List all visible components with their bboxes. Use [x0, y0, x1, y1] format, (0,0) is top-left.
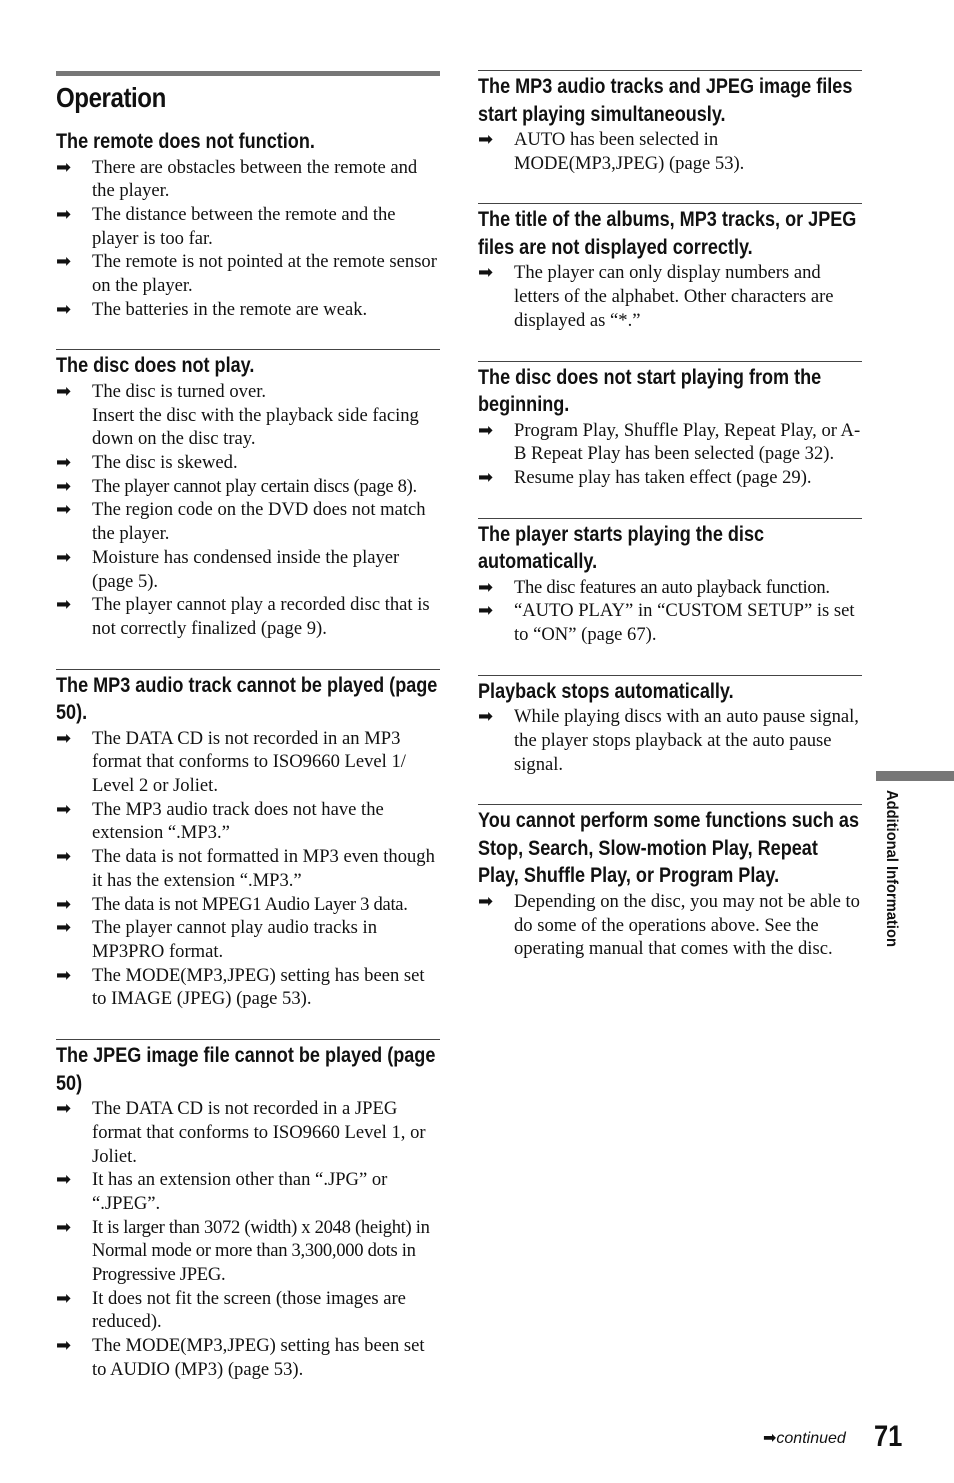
- item-text: The player cannot play a recorded disc that is not correctly finalized (page 9).: [92, 594, 430, 639]
- list-item: [56, 1287, 440, 1334]
- arrow-icon: ➡: [56, 203, 72, 225]
- arrow-icon: ➡: [56, 1335, 72, 1357]
- continued-text: continued: [776, 1430, 846, 1447]
- arrow-icon: ➡: [56, 1216, 72, 1238]
- arrow-icon: ➡: [478, 466, 494, 488]
- left-column: [56, 0, 440, 1382]
- item-text: The player cannot play certain discs (page 8).: [92, 475, 417, 497]
- list-item: [56, 451, 440, 475]
- list-item: [56, 203, 440, 250]
- list-item: [478, 890, 862, 961]
- arrow-icon: ➡: [56, 452, 72, 474]
- section-playback-stops: [478, 675, 862, 777]
- section-not-from-beginning: [478, 361, 862, 490]
- arrow-icon: ➡: [763, 1428, 777, 1447]
- item-text: It has an extension other than “.JPG” or “.JPEG”.: [92, 1169, 388, 1214]
- item-text: There are obstacles between the remote and the player.: [92, 156, 418, 202]
- item-text: While playing discs with an auto pause signal, the player stops playback at the auto pause signal.: [514, 706, 859, 775]
- item-text: The disc is skewed.: [92, 452, 238, 474]
- item-text: “AUTO PLAY” in “CUSTOM SETUP” is set to “ON” (page 67).: [514, 600, 855, 646]
- side-tab-label: Additional Information: [883, 790, 900, 948]
- list-item: [56, 498, 440, 545]
- section-heading: The remote does not function.: [56, 130, 315, 153]
- list-item: [56, 798, 440, 845]
- item-text: The player can only display numbers and letters of the alphabet. Other characters are displayed as “*.”: [514, 262, 834, 331]
- arrow-icon: ➡: [56, 546, 72, 568]
- arrow-icon: ➡: [478, 419, 494, 441]
- item-text: AUTO has been selected in MODE(MP3,JPEG) (page 53).: [514, 129, 745, 174]
- list-item: [56, 380, 440, 451]
- section-heading: The JPEG image file cannot be played (page 50): [56, 1044, 436, 1095]
- list-item: [56, 156, 440, 203]
- section-jpeg-not-play: [56, 1039, 440, 1381]
- arrow-icon: ➡: [56, 846, 72, 868]
- arrow-icon: ➡: [56, 594, 72, 616]
- section-remote: [56, 128, 440, 321]
- item-text: The DATA CD is not recorded in an MP3 format that conforms to ISO9660 Level 1/ Level 2 or Joliet.: [92, 727, 406, 797]
- item-text: The remote is not pointed at the remote sensor on the player.: [92, 251, 437, 297]
- continued-note: [763, 1428, 846, 1448]
- arrow-icon: ➡: [478, 706, 494, 728]
- arrow-icon: ➡: [478, 576, 494, 598]
- page-number: 71: [874, 1420, 903, 1453]
- section-auto-start: [478, 518, 862, 647]
- section-functions-unavailable: [478, 804, 862, 961]
- arrow-icon: ➡: [478, 890, 494, 912]
- item-text: The batteries in the remote are weak.: [92, 298, 368, 320]
- list-item: [56, 298, 440, 322]
- list-item: [56, 727, 440, 798]
- list-item: [56, 1097, 440, 1168]
- arrow-icon: ➡: [56, 964, 72, 986]
- list-item: [478, 576, 862, 600]
- section-heading: The disc does not play.: [56, 354, 255, 378]
- item-text: The MODE(MP3,JPEG) setting has been set to IMAGE (JPEG) (page 53).: [92, 964, 425, 1010]
- item-text: The disc features an auto playback function.: [514, 576, 830, 598]
- section-heading: The MP3 audio tracks and JPEG image files start playing simultaneously.: [478, 75, 853, 126]
- right-column: [478, 0, 862, 961]
- arrow-icon: ➡: [56, 727, 72, 749]
- section-titles-display: [478, 203, 862, 332]
- item-text: It does not fit the screen (those images are reduced).: [92, 1287, 406, 1333]
- item-text: The data is not formatted in MP3 even though it has the extension “.MP3.”: [92, 846, 435, 891]
- side-tab-bar: [876, 771, 954, 781]
- arrow-icon: ➡: [56, 380, 72, 402]
- arrow-icon: ➡: [56, 298, 72, 320]
- arrow-icon: ➡: [56, 1098, 72, 1120]
- list-item: [56, 475, 440, 499]
- item-text: The MODE(MP3,JPEG) setting has been set to AUDIO (MP3) (page 53).: [92, 1335, 425, 1380]
- list-item: [56, 916, 440, 963]
- arrow-icon: ➡: [478, 600, 494, 622]
- arrow-icon: ➡: [56, 798, 72, 820]
- list-item: [56, 546, 440, 593]
- item-text: The MP3 audio track does not have the extension “.MP3.”: [92, 798, 384, 844]
- section-heading: The player starts playing the disc automatically.: [478, 522, 765, 574]
- section-heading: You cannot perform some functions such as Stop, Search, Slow-motion Play, Repeat Play, Shuffle Play, or Program Play.: [478, 809, 859, 888]
- section-heading: Playback stops automatically.: [478, 679, 734, 703]
- arrow-icon: ➡: [56, 893, 72, 915]
- section-disc-not-play: [56, 349, 440, 640]
- list-item: [478, 261, 862, 332]
- item-text: The player cannot play audio tracks in MP3PRO format.: [92, 917, 377, 962]
- page-title: Operation: [56, 82, 166, 113]
- list-item: [478, 599, 862, 646]
- list-item: [56, 593, 440, 640]
- arrow-icon: ➡: [56, 1169, 72, 1191]
- arrow-icon: ➡: [56, 1287, 72, 1309]
- section-heading: The title of the albums, MP3 tracks, or JPEG files are not displayed correctly.: [478, 208, 857, 259]
- list-item: [56, 1168, 440, 1215]
- list-item: [56, 845, 440, 892]
- list-item: [56, 1334, 440, 1381]
- item-text: Resume play has taken effect (page 29).: [514, 466, 812, 488]
- item-text: Moisture has condensed inside the player (page 5).: [92, 546, 400, 592]
- item-text: The DATA CD is not recorded in a JPEG format that conforms to ISO9660 Level 1, or Joliet.: [92, 1098, 426, 1167]
- list-item: [56, 1216, 440, 1287]
- section-simultaneous: [478, 70, 862, 175]
- list-item: [56, 250, 440, 297]
- arrow-icon: ➡: [56, 475, 72, 497]
- item-text: The region code on the DVD does not match the player.: [92, 499, 426, 545]
- title-rule: [56, 71, 440, 76]
- section-heading: The MP3 audio track cannot be played (page 50).: [56, 673, 438, 725]
- list-item: [478, 705, 862, 776]
- item-text: The distance between the remote and the player is too far.: [92, 203, 396, 249]
- arrow-icon: ➡: [478, 129, 494, 150]
- list-item: [56, 893, 440, 917]
- arrow-icon: ➡: [478, 262, 494, 284]
- list-item: [56, 964, 440, 1011]
- arrow-icon: ➡: [56, 156, 72, 178]
- list-item: [478, 128, 862, 175]
- section-heading: The disc does not start playing from the beginning.: [478, 365, 822, 417]
- item-text: Depending on the disc, you may not be able to do some of the operations above. See the operating manual that comes with the disc.: [514, 890, 860, 960]
- section-mp3-not-play: [56, 669, 440, 1011]
- item-text: It is larger than 3072 (width) x 2048 (height) in Normal mode or more than 3,300,000 dots in Progressive JPEG.: [92, 1216, 430, 1286]
- item-text: The disc is turned over. Insert the disc with the playback side facing down on the disc tray.: [92, 380, 419, 450]
- list-item: [478, 466, 862, 490]
- arrow-icon: ➡: [56, 251, 72, 273]
- arrow-icon: ➡: [56, 917, 72, 939]
- item-text: The data is not MPEG1 Audio Layer 3 data.: [92, 893, 408, 915]
- arrow-icon: ➡: [56, 499, 72, 521]
- item-text: Program Play, Shuffle Play, Repeat Play, or A-B Repeat Play has been selected (page 32).: [514, 419, 861, 465]
- list-item: [478, 419, 862, 466]
